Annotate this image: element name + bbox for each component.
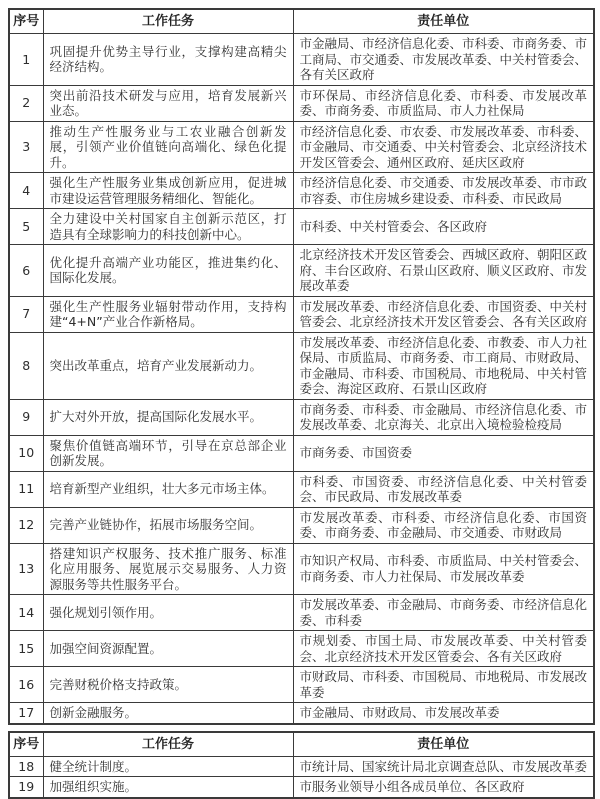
- task-cell: 强化生产性服务业集成创新应用，促进城市建设运营管理服务精细化、智能化。: [43, 173, 293, 209]
- row-number-cell: 10: [9, 435, 43, 471]
- units-cell: 市发展改革委、市科委、市经济信息化委、市国资委、市商务委、市金融局、市交通委、市财政局: [293, 507, 594, 543]
- col-header-units: 责任单位: [293, 9, 594, 34]
- row-number-cell: 13: [9, 543, 43, 595]
- row-number-cell: 3: [9, 121, 43, 173]
- task-cell: 扩大对外开放，提高国际化发展水平。: [43, 399, 293, 435]
- task-cell: 强化规划引领作用。: [43, 595, 293, 631]
- task-cell: 巩固提升优势主导行业，支撑构建高精尖经济结构。: [43, 34, 293, 86]
- row-number-cell: 18: [9, 756, 43, 777]
- units-cell: 市知识产权局、市科委、市质监局、中关村管委会、市商务委、市人力社保局、市发展改革委: [293, 543, 594, 595]
- units-cell: 市金融局、市财政局、市发展改革委: [293, 703, 594, 724]
- task-cell: 推动生产性服务业与工农业融合创新发展，引领产业价值链向高端化、绿色化提升。: [43, 121, 293, 173]
- row-number-cell: 7: [9, 296, 43, 332]
- row-number-cell: 19: [9, 777, 43, 798]
- task-cell: 全力建设中关村国家自主创新示范区，打造具有全球影响力的科技创新中心。: [43, 209, 293, 245]
- row-number-cell: 15: [9, 631, 43, 667]
- units-cell: 市科委、市国资委、市经济信息化委、中关村管委会、市民政局、市发展改革委: [293, 471, 594, 507]
- table-row: [9, 245, 594, 297]
- units-cell: 市经济信息化委、市农委、市发展改革委、市科委、市金融局、市交通委、中关村管委会、北京经济技术开发区管委会、通州区政府、延庆区政府: [293, 121, 594, 173]
- table-row: [9, 121, 594, 173]
- col-header-no: 序号: [9, 732, 43, 757]
- table-row: [9, 173, 594, 209]
- row-number-cell: 4: [9, 173, 43, 209]
- col-header-units: 责任单位: [293, 732, 594, 757]
- task-cell: 创新金融服务。: [43, 703, 293, 724]
- row-number-cell: 2: [9, 85, 43, 121]
- task-cell: 健全统计制度。: [43, 756, 293, 777]
- units-cell: 市经济信息化委、市交通委、市发展改革委、市市政市容委、市住房城乡建设委、市科委、市民政局: [293, 173, 594, 209]
- table-row: [9, 543, 594, 595]
- row-number-cell: 16: [9, 667, 43, 703]
- units-cell: 市服务业领导小组各成员单位、各区政府: [293, 777, 594, 798]
- table-row: [9, 507, 594, 543]
- col-header-task: 工作任务: [43, 732, 293, 757]
- units-cell: 市发展改革委、市经济信息化委、市教委、市人力社保局、市质监局、市商务委、市工商局、市财政局、市金融局、市科委、市国税局、市地税局、中关村管委会、海淀区政府、石景山区政府: [293, 332, 594, 399]
- table-row: [9, 296, 594, 332]
- table-row: [9, 667, 594, 703]
- units-cell: 市发展改革委、市经济信息化委、市国资委、中关村管委会、北京经济技术开发区管委会、各有关区政府: [293, 296, 594, 332]
- table-row: [9, 85, 594, 121]
- table-row: [9, 595, 594, 631]
- units-cell: 市商务委、市科委、市金融局、市经济信息化委、市发展改革委、北京海关、北京出入境检验检疫局: [293, 399, 594, 435]
- work-task-table-2: [8, 731, 595, 799]
- task-cell: 突出前沿技术研发与应用，培育发展新兴业态。: [43, 85, 293, 121]
- row-number-cell: 17: [9, 703, 43, 724]
- table-row: [9, 631, 594, 667]
- task-cell: 完善财税价格支持政策。: [43, 667, 293, 703]
- row-number-cell: 6: [9, 245, 43, 297]
- table-row: [9, 777, 594, 798]
- table-row: [9, 332, 594, 399]
- row-number-cell: 11: [9, 471, 43, 507]
- table-row: [9, 756, 594, 777]
- table-row: [9, 34, 594, 86]
- units-cell: 市统计局、国家统计局北京调查总队、市发展改革委: [293, 756, 594, 777]
- row-number-cell: 5: [9, 209, 43, 245]
- row-number-cell: 9: [9, 399, 43, 435]
- task-cell: 突出改革重点，培育产业发展新动力。: [43, 332, 293, 399]
- units-cell: 市商务委、市国资委: [293, 435, 594, 471]
- row-number-cell: 8: [9, 332, 43, 399]
- row-number-cell: 12: [9, 507, 43, 543]
- task-cell: 搭建知识产权服务、技术推广服务、标准化应用服务、展览展示交易服务、人力资源服务等共性服务平台。: [43, 543, 293, 595]
- task-cell: 聚焦价值链高端环节，引导在京总部企业创新发展。: [43, 435, 293, 471]
- table-row: [9, 399, 594, 435]
- task-cell: 优化提升高端产业功能区，推进集约化、国际化发展。: [43, 245, 293, 297]
- table-row: [9, 703, 594, 724]
- units-cell: 市财政局、市科委、市国税局、市地税局、市发展改革委: [293, 667, 594, 703]
- task-cell: 完善产业链协作，拓展市场服务空间。: [43, 507, 293, 543]
- units-cell: 市发展改革委、市金融局、市商务委、市经济信息化委、市科委: [293, 595, 594, 631]
- task-cell: 加强组织实施。: [43, 777, 293, 798]
- header-row: [9, 9, 594, 34]
- units-cell: 市科委、中关村管委会、各区政府: [293, 209, 594, 245]
- units-cell: 市规划委、市国土局、市发展改革委、中关村管委会、北京经济技术开发区管委会、各有关区政府: [293, 631, 594, 667]
- table-row: [9, 435, 594, 471]
- task-cell: 强化生产性服务业辐射带动作用，支持构建“4+N”产业合作新格局。: [43, 296, 293, 332]
- row-number-cell: 1: [9, 34, 43, 86]
- task-cell: 培育新型产业组织，壮大多元市场主体。: [43, 471, 293, 507]
- units-cell: 北京经济技术开发区管委会、西城区政府、朝阳区政府、丰台区政府、石景山区政府、顺义区政府、市发展改革委: [293, 245, 594, 297]
- units-cell: 市环保局、市经济信息化委、市科委、市发展改革委、市商务委、市质监局、市人力社保局: [293, 85, 594, 121]
- table-row: [9, 471, 594, 507]
- units-cell: 市金融局、市经济信息化委、市科委、市商务委、市工商局、市交通委、市发展改革委、中关村管委会、各有关区政府: [293, 34, 594, 86]
- table-row: [9, 209, 594, 245]
- header-row: [9, 732, 594, 757]
- row-number-cell: 14: [9, 595, 43, 631]
- col-header-task: 工作任务: [43, 9, 293, 34]
- work-task-table-1: [8, 8, 595, 725]
- col-header-no: 序号: [9, 9, 43, 34]
- task-cell: 加强空间资源配置。: [43, 631, 293, 667]
